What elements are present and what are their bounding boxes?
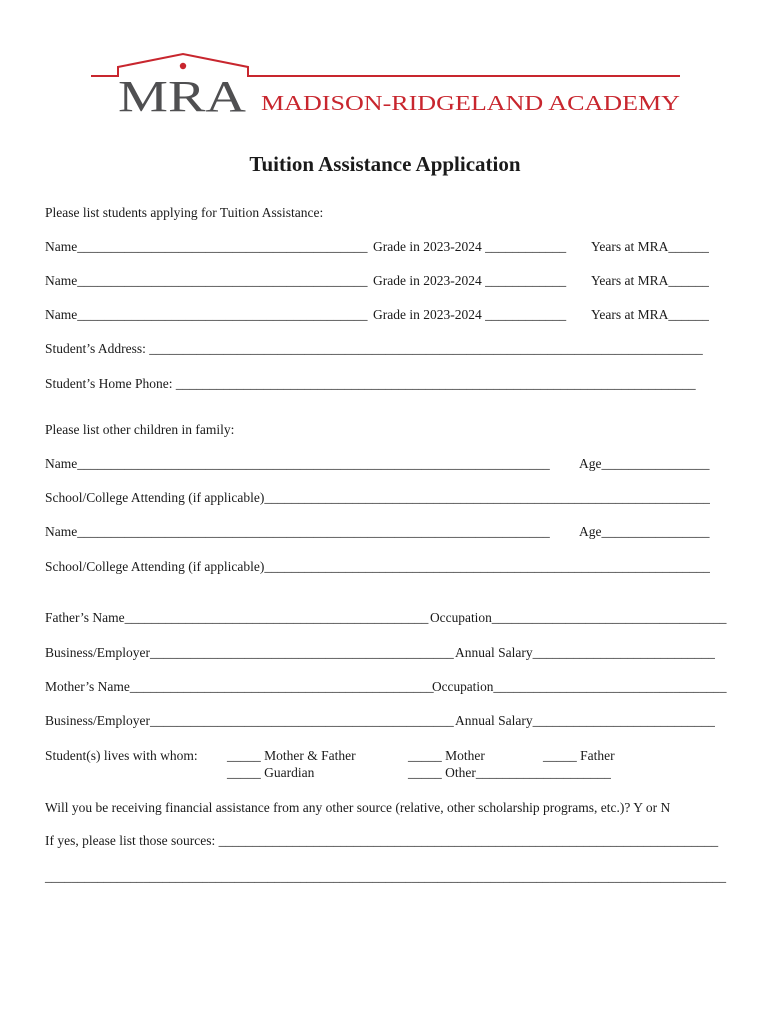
student-name-field[interactable]: Name___________________________________________	[45, 307, 368, 322]
lives-with-label: Student(s) lives with whom:	[45, 748, 198, 763]
student-grade-field[interactable]: Grade in 2023-2024 ____________	[373, 273, 567, 288]
children-intro: Please list other children in family:	[45, 422, 235, 437]
student-years-field[interactable]: Years at MRA______	[591, 239, 709, 254]
student-grade-field[interactable]: Grade in 2023-2024 ____________	[373, 307, 567, 322]
father-occupation-field[interactable]: Occupation___________________________________	[430, 610, 727, 625]
child-name-field[interactable]: Name______________________________________________________________________	[45, 524, 550, 539]
father-name-field[interactable]: Father’s Name_____________________________________________	[45, 610, 429, 625]
student-years-field[interactable]: Years at MRA______	[591, 273, 709, 288]
child-school-field[interactable]: School/College Attending (if applicable)__________________________________________________________________	[45, 559, 710, 574]
school-logo	[0, 0, 770, 130]
option-guardian[interactable]: _____ Guardian	[227, 765, 315, 780]
student-name-field[interactable]: Name___________________________________________	[45, 239, 368, 254]
mother-occupation-field[interactable]: Occupation___________________________________	[432, 679, 727, 694]
school-name: MADISON-RIDGELAND ACADEMY	[261, 91, 680, 115]
student-grade-field[interactable]: Grade in 2023-2024 ____________	[373, 239, 567, 254]
page-title: Tuition Assistance Application	[249, 152, 521, 176]
mother-name-field[interactable]: Mother’s Name_____________________________________________	[45, 679, 434, 694]
child-age-field[interactable]: Age________________	[579, 456, 710, 471]
child-name-field[interactable]: Name______________________________________________________________________	[45, 456, 550, 471]
option-father[interactable]: _____ Father	[543, 748, 615, 763]
option-other[interactable]: _____ Other____________________	[408, 765, 611, 780]
student-phone-field[interactable]: Student’s Home Phone: _____________________________________________________________________________	[45, 376, 696, 391]
option-mother-father[interactable]: _____ Mother & Father	[227, 748, 356, 763]
option-mother[interactable]: _____ Mother	[408, 748, 485, 763]
mother-business-field[interactable]: Business/Employer_____________________________________________	[45, 713, 454, 728]
student-name-field[interactable]: Name___________________________________________	[45, 273, 368, 288]
father-salary-field[interactable]: Annual Salary___________________________	[455, 645, 715, 660]
student-address-field[interactable]: Student’s Address: __________________________________________________________________________________	[45, 341, 703, 356]
students-intro: Please list students applying for Tuition Assistance:	[45, 205, 324, 220]
sources-field[interactable]: If yes, please list those sources: __________________________________________________________________________	[45, 833, 719, 848]
sources-extra-line[interactable]: ________________________________________________________________________________________________________	[45, 869, 727, 884]
father-business-field[interactable]: Business/Employer_____________________________________________	[45, 645, 454, 660]
child-age-field[interactable]: Age________________	[579, 524, 710, 539]
child-school-field[interactable]: School/College Attending (if applicable)__________________________________________________________________	[45, 490, 710, 505]
mother-salary-field[interactable]: Annual Salary___________________________	[455, 713, 715, 728]
student-years-field[interactable]: Years at MRA______	[591, 307, 709, 322]
financial-question[interactable]: Will you be receiving financial assistance from any other source (relative, other scholarship programs, etc.)? Y or N	[45, 800, 671, 815]
logo-mark: MRA	[118, 72, 247, 121]
